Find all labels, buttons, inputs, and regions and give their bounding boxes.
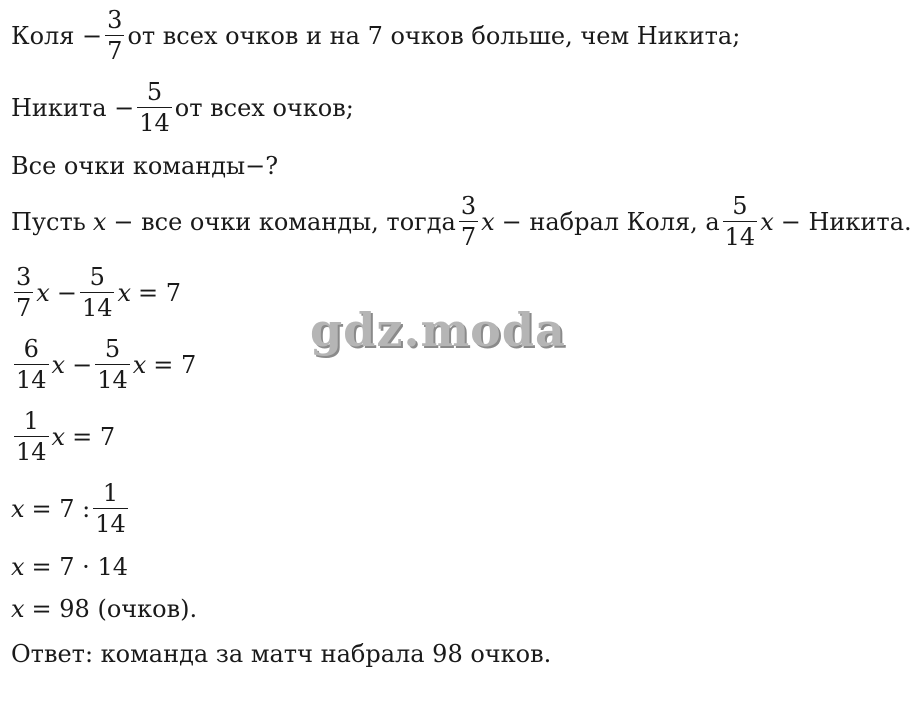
variable-x: x	[51, 350, 66, 379]
variable-x: x	[51, 422, 66, 451]
equation-5	[11, 553, 128, 581]
equals: = 7	[72, 422, 116, 451]
variable-x: x	[117, 278, 132, 307]
numerator: 3	[16, 263, 32, 291]
line-nikita	[11, 80, 354, 135]
fraction-5-14	[137, 80, 172, 135]
fraction-3-7	[14, 265, 33, 320]
variable-x: x	[11, 553, 25, 581]
operator: −	[56, 278, 77, 307]
text: от всех очков и на 7 очков больше, чем Никита;	[127, 21, 741, 50]
variable-x: x	[92, 207, 107, 236]
operator: −	[72, 350, 93, 379]
fraction-3-7	[459, 194, 478, 249]
denominator: 14	[139, 109, 170, 137]
variable-x: x	[481, 207, 495, 236]
variable-x: x	[11, 595, 25, 623]
denominator: 14	[95, 510, 126, 538]
equation-3	[11, 409, 115, 464]
denominator: 7	[107, 37, 123, 65]
text: − все очки команды, тогда	[113, 207, 456, 236]
text: Все очки команды−?	[11, 152, 279, 180]
fraction-6-14	[14, 337, 49, 392]
denominator: 14	[16, 438, 47, 466]
fraction-5-14	[723, 194, 758, 249]
equation-6	[11, 595, 197, 623]
text: = 7 :	[31, 494, 91, 523]
numerator: 5	[732, 192, 748, 220]
equals: = 7	[153, 350, 197, 379]
text: = 98 (очков).	[31, 595, 198, 623]
variable-x: x	[760, 207, 774, 236]
answer-line	[11, 640, 551, 668]
numerator: 3	[107, 6, 123, 34]
text: Никита −	[11, 93, 135, 122]
denominator: 14	[724, 223, 756, 251]
fraction-1-14	[93, 481, 128, 536]
variable-x: x	[132, 350, 147, 379]
equals: = 7	[138, 278, 182, 307]
numerator: 1	[23, 407, 39, 435]
fraction-5-14	[95, 337, 130, 392]
equation-1	[11, 265, 181, 320]
text: Ответ: команда за матч набрала 98 очков.	[11, 640, 552, 668]
numerator: 5	[146, 78, 163, 106]
line-let-x	[11, 194, 912, 249]
equation-2	[11, 337, 196, 392]
denominator: 7	[16, 294, 32, 322]
watermark: gdz.moda	[310, 303, 566, 357]
text: = 7 · 14	[31, 553, 128, 581]
line-kolya	[11, 8, 740, 63]
text: − набрал Коля, а	[501, 207, 720, 236]
numerator: 3	[460, 192, 477, 220]
numerator: 5	[89, 263, 105, 291]
variable-x: x	[36, 278, 50, 307]
text: от всех очков;	[174, 93, 354, 122]
text: − Никита.	[780, 207, 912, 236]
variable-x: x	[11, 494, 25, 523]
fraction-1-14	[14, 409, 49, 464]
denominator: 7	[460, 223, 477, 251]
fraction-5-14	[80, 265, 115, 320]
numerator: 6	[23, 335, 39, 363]
line-question	[11, 152, 278, 180]
equation-4	[11, 481, 131, 536]
denominator: 14	[16, 366, 47, 394]
fraction-3-7	[105, 8, 124, 63]
numerator: 1	[102, 479, 119, 507]
text: Пусть	[11, 207, 86, 236]
numerator: 5	[104, 335, 121, 363]
denominator: 14	[81, 294, 113, 322]
denominator: 14	[97, 366, 128, 394]
text: Коля −	[11, 21, 103, 50]
